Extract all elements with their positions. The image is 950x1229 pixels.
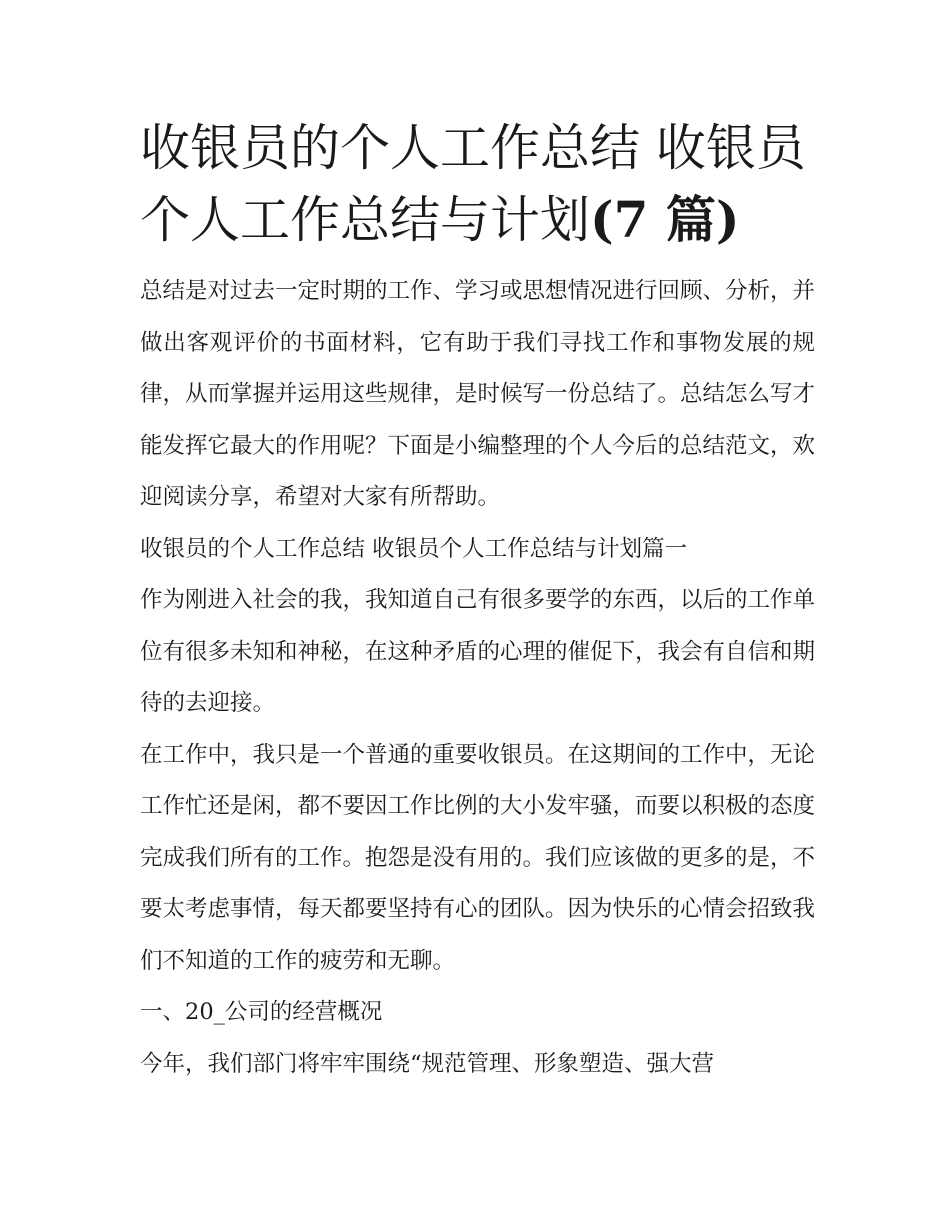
section-heading: 收银员的个人工作总结 收银员个人工作总结与计划篇一 (140, 535, 688, 562)
intro-paragraph: 总结是对过去一定时期的工作、学习或思想情况进行回顾、分析，并做出客观评价的书面材料，它有助于我们寻找工作和事物发展的规律，从而掌握并运用这些规律，是时候写一份总结了。总结怎么写才能发挥它最大的作用呢？下面是小编整理的个人今后的总结范文，欢迎阅读分享，希望对大家有所帮助。 (140, 278, 816, 510)
body-paragraph: 在工作中，我只是一个普通的重要收银员。在这期间的工作中，无论工作忙还是闲，都不要因工作比例的大小发牢骚，而要以积极的态度完成我们所有的工作。抱怨是没有用的。我们应该做的更多的是，不要太考虑事情，每天都要坚持有心的团队。因为快乐的心情会招致我们不知道的工作的疲劳和无聊。 (140, 741, 816, 974)
document-page (140, 112, 815, 1090)
title-main: 收银员的个人工作总结 收银员个人工作总结与计划 (140, 119, 806, 249)
subsection-heading: 一、20_公司的经营概况 (140, 999, 383, 1025)
body-paragraph: 作为刚进入社会的我，我知道自己有很多要学的东西，以后的工作单位有很多未知和神秘，在这种矛盾的心理的催促下，我会有自信和期待的去迎接。 (140, 587, 816, 716)
document-title (140, 112, 815, 256)
body-paragraph: 今年，我们部门将牢牢围绕“规范管理、形象塑造、强大营 (140, 1050, 715, 1077)
title-suffix: (7 篇) (590, 190, 740, 249)
